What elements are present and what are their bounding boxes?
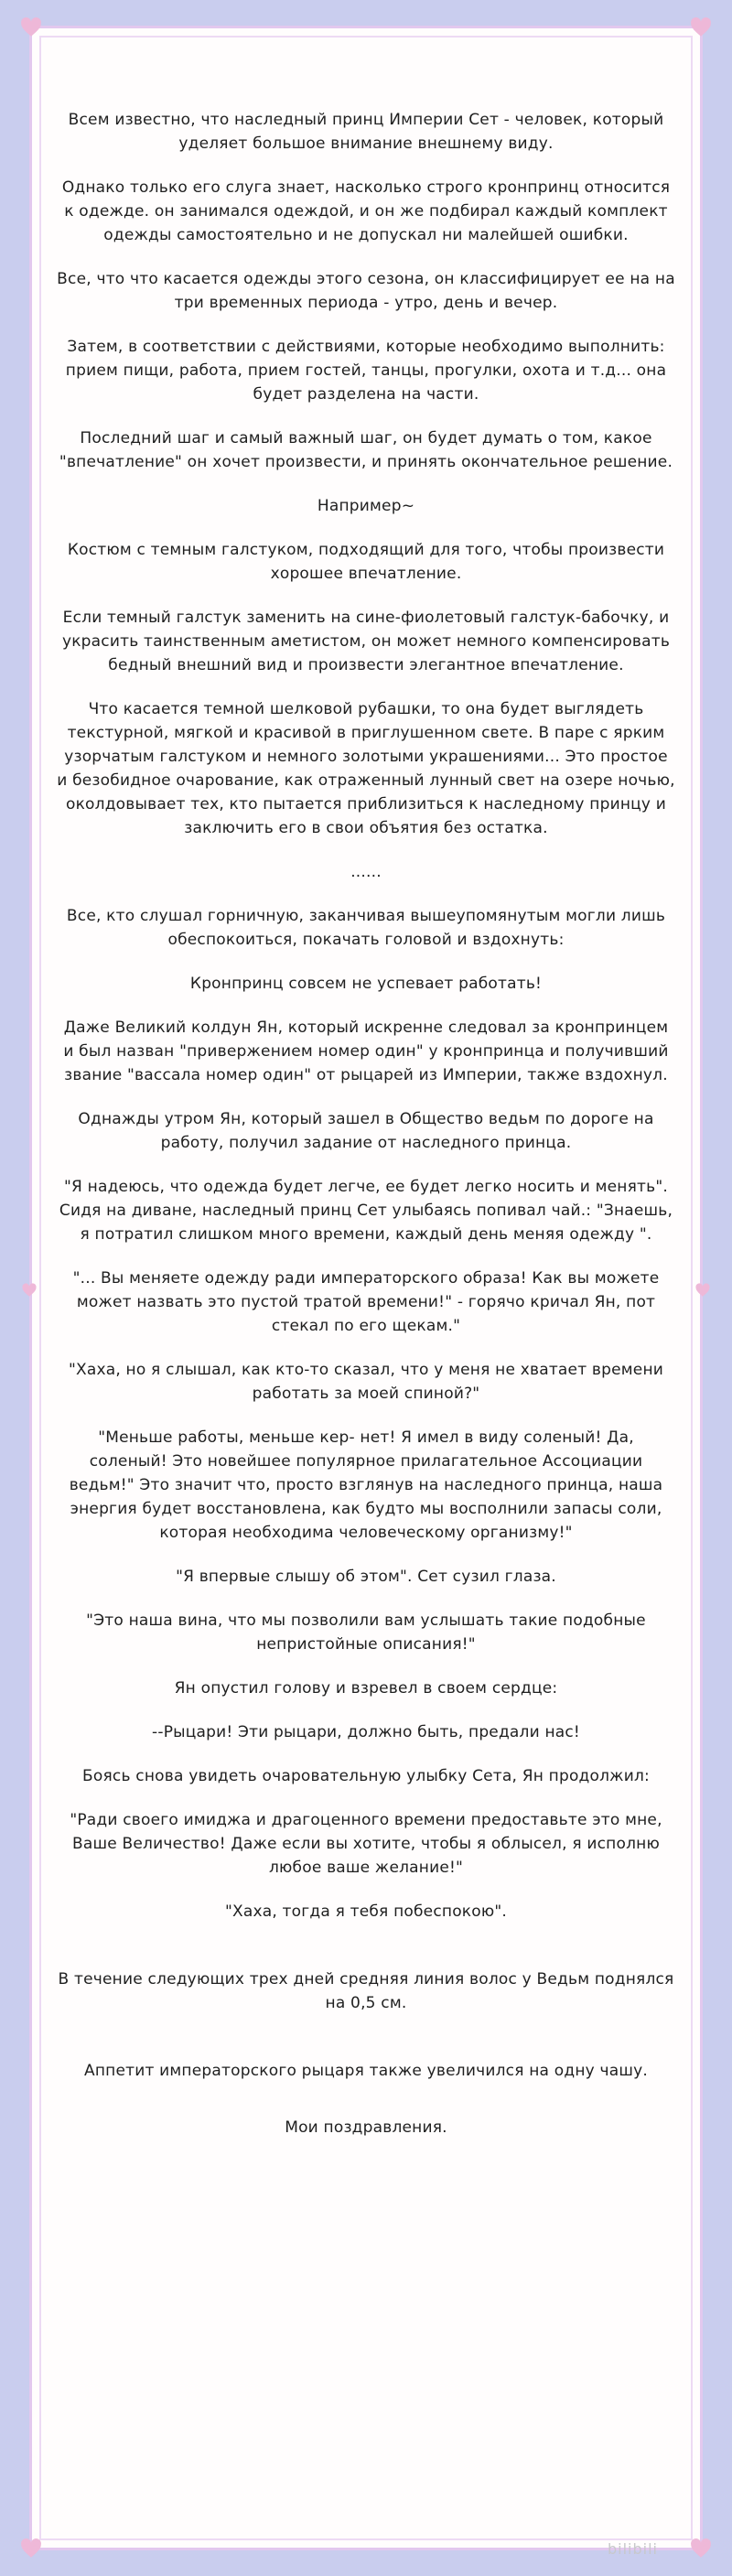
story-paragraph: Мои поздравления.	[285, 2118, 447, 2137]
story-paragraph: Последний шаг и самый важный шаг, он будет думать о том, какое "впечатление" он хочет произвести, и принять окончательное решение.	[59, 429, 673, 471]
story-paragraph: ......	[350, 863, 382, 881]
heart-icon	[694, 1282, 711, 1299]
story-paragraph: Затем, в соответствии с действиями, которые необходимо выполнить: прием пищи, работа, прием гостей, танцы, прогулки, охота и т.д... она будет разделена на части.	[65, 338, 667, 404]
story-paragraph: "Это наша вина, что мы позволили вам услышать такие подобные непристойные описания!"	[86, 1611, 646, 1654]
story-paragraph: "Хаха, тогда я тебя побеспокою".	[224, 1902, 507, 1921]
story-paragraph: Например~	[317, 497, 415, 515]
story-paragraph: Боясь снова увидеть очаровательную улыбку Сета, Ян продолжил:	[82, 1767, 650, 1785]
heart-icon	[689, 16, 713, 39]
heart-icon	[21, 1282, 38, 1299]
story-paragraph: Аппетит императорского рыцаря также увеличился на одну чашу.	[83, 2062, 648, 2080]
story-paragraph: Однажды утром Ян, который зашел в Общество ведьм по дороге на работу, получил задание от наследного принца.	[78, 1110, 654, 1152]
story-paragraph: Кронпринц совсем не успевает работать!	[189, 975, 543, 993]
story-paragraph: Костюм с темным галстуком, подходящий для того, чтобы произвести хорошее впечатление.	[67, 541, 665, 583]
heart-icon	[19, 16, 43, 39]
story-paragraph: Все, что что касается одежды этого сезона, он классифицирует ее на на три временных периода - утро, день и вечер.	[57, 270, 675, 312]
story-paragraph: Все, кто слушал горничную, заканчивая вышеупомянутым могли лишь обеспокоиться, покачать головой и вздохнуть:	[66, 907, 666, 949]
story-paragraph: В течение следующих трех дней средняя линия волос у Ведьм поднялся на 0,5 см.	[58, 1970, 674, 2012]
story-paragraph: "Ради своего имиджа и драгоценного времени предоставьте это мне, Ваше Величество! Даже если вы хотите, чтобы я облысел, я исполню любое ваше желание!"	[70, 1811, 662, 1877]
story-paragraph: Что касается темной шелковой рубашки, то она будет выглядеть текстурной, мягкой и красивой в приглушенном свете. В паре с ярким узорчатым галстуком и немного золотыми украшениями... Это простое и безобидное очарование, как отраженный лунный свет на озере ночью, околдовывает тех, кто пытается приблизиться к наследному принцу и заключить его в свои объятия без остатка.	[57, 700, 675, 837]
bilibili-watermark: bilibili	[608, 2540, 658, 2558]
story-paragraph: Даже Великий колдун Ян, который искренне следовал за кронпринцем и был назван "привержением номер один" у кронпринца и получивший звание "вассала номер один" от рыцарей из Империи, также вздохнул.	[63, 1019, 669, 1084]
heart-icon	[689, 2537, 713, 2560]
story-paragraph: "Меньше работы, меньше кер- нет! Я имел в виду соленый! Да, соленый! Это новейшее популярное прилагательное Ассоциации ведьм!" Это значит что, просто взглянув на наследного принца, наша энергия будет восстановлена, как будто мы восполнили запасы соли, которая необходима человеческому организму!"	[69, 1428, 663, 1542]
story-paragraph: "Я надеюсь, что одежда будет легче, ее будет легко носить и менять". Сидя на диване, наследный принц Сет улыбаясь попивал чай.: "Знаешь, я потратил слишком много времени, каждый день меняя одежду ".	[59, 1178, 673, 1244]
story-paragraph: Ян опустил голову и взревел в своем сердце:	[174, 1679, 558, 1698]
story-paragraph: "Хаха, но я слышал, как кто-то сказал, что у меня не хватает времени работать за моей спиной?"	[68, 1361, 664, 1403]
heart-icon	[19, 2537, 43, 2560]
story-text	[57, 108, 675, 2139]
story-paragraph: Однако только его слуга знает, насколько строго кронпринц относится к одежде. он занимался одеждой, и он же подбирал каждый комплект одежды самостоятельно и не допускал ни малейшей ошибки.	[61, 178, 671, 244]
story-paragraph: Всем известно, что наследный принц Империи Сет - человек, который уделяет большое внимание внешнему виду.	[68, 111, 664, 153]
story-paragraph: --Рыцари! Эти рыцари, должно быть, предали нас!	[152, 1723, 580, 1741]
story-paragraph: "Я впервые слышу об этом". Сет сузил глаза.	[176, 1568, 556, 1586]
story-paragraph: Если темный галстук заменить на сине-фиолетовый галстук-бабочку, и украсить таинственным аметистом, он может немного компенсировать бедный внешний вид и произвести элегантное впечатление.	[61, 609, 671, 674]
story-paragraph: "... Вы меняете одежду ради императорского образа! Как вы можете может назвать это пустой тратой времени!" - горячо кричал Ян, пот стекал по его щекам."	[72, 1269, 660, 1335]
